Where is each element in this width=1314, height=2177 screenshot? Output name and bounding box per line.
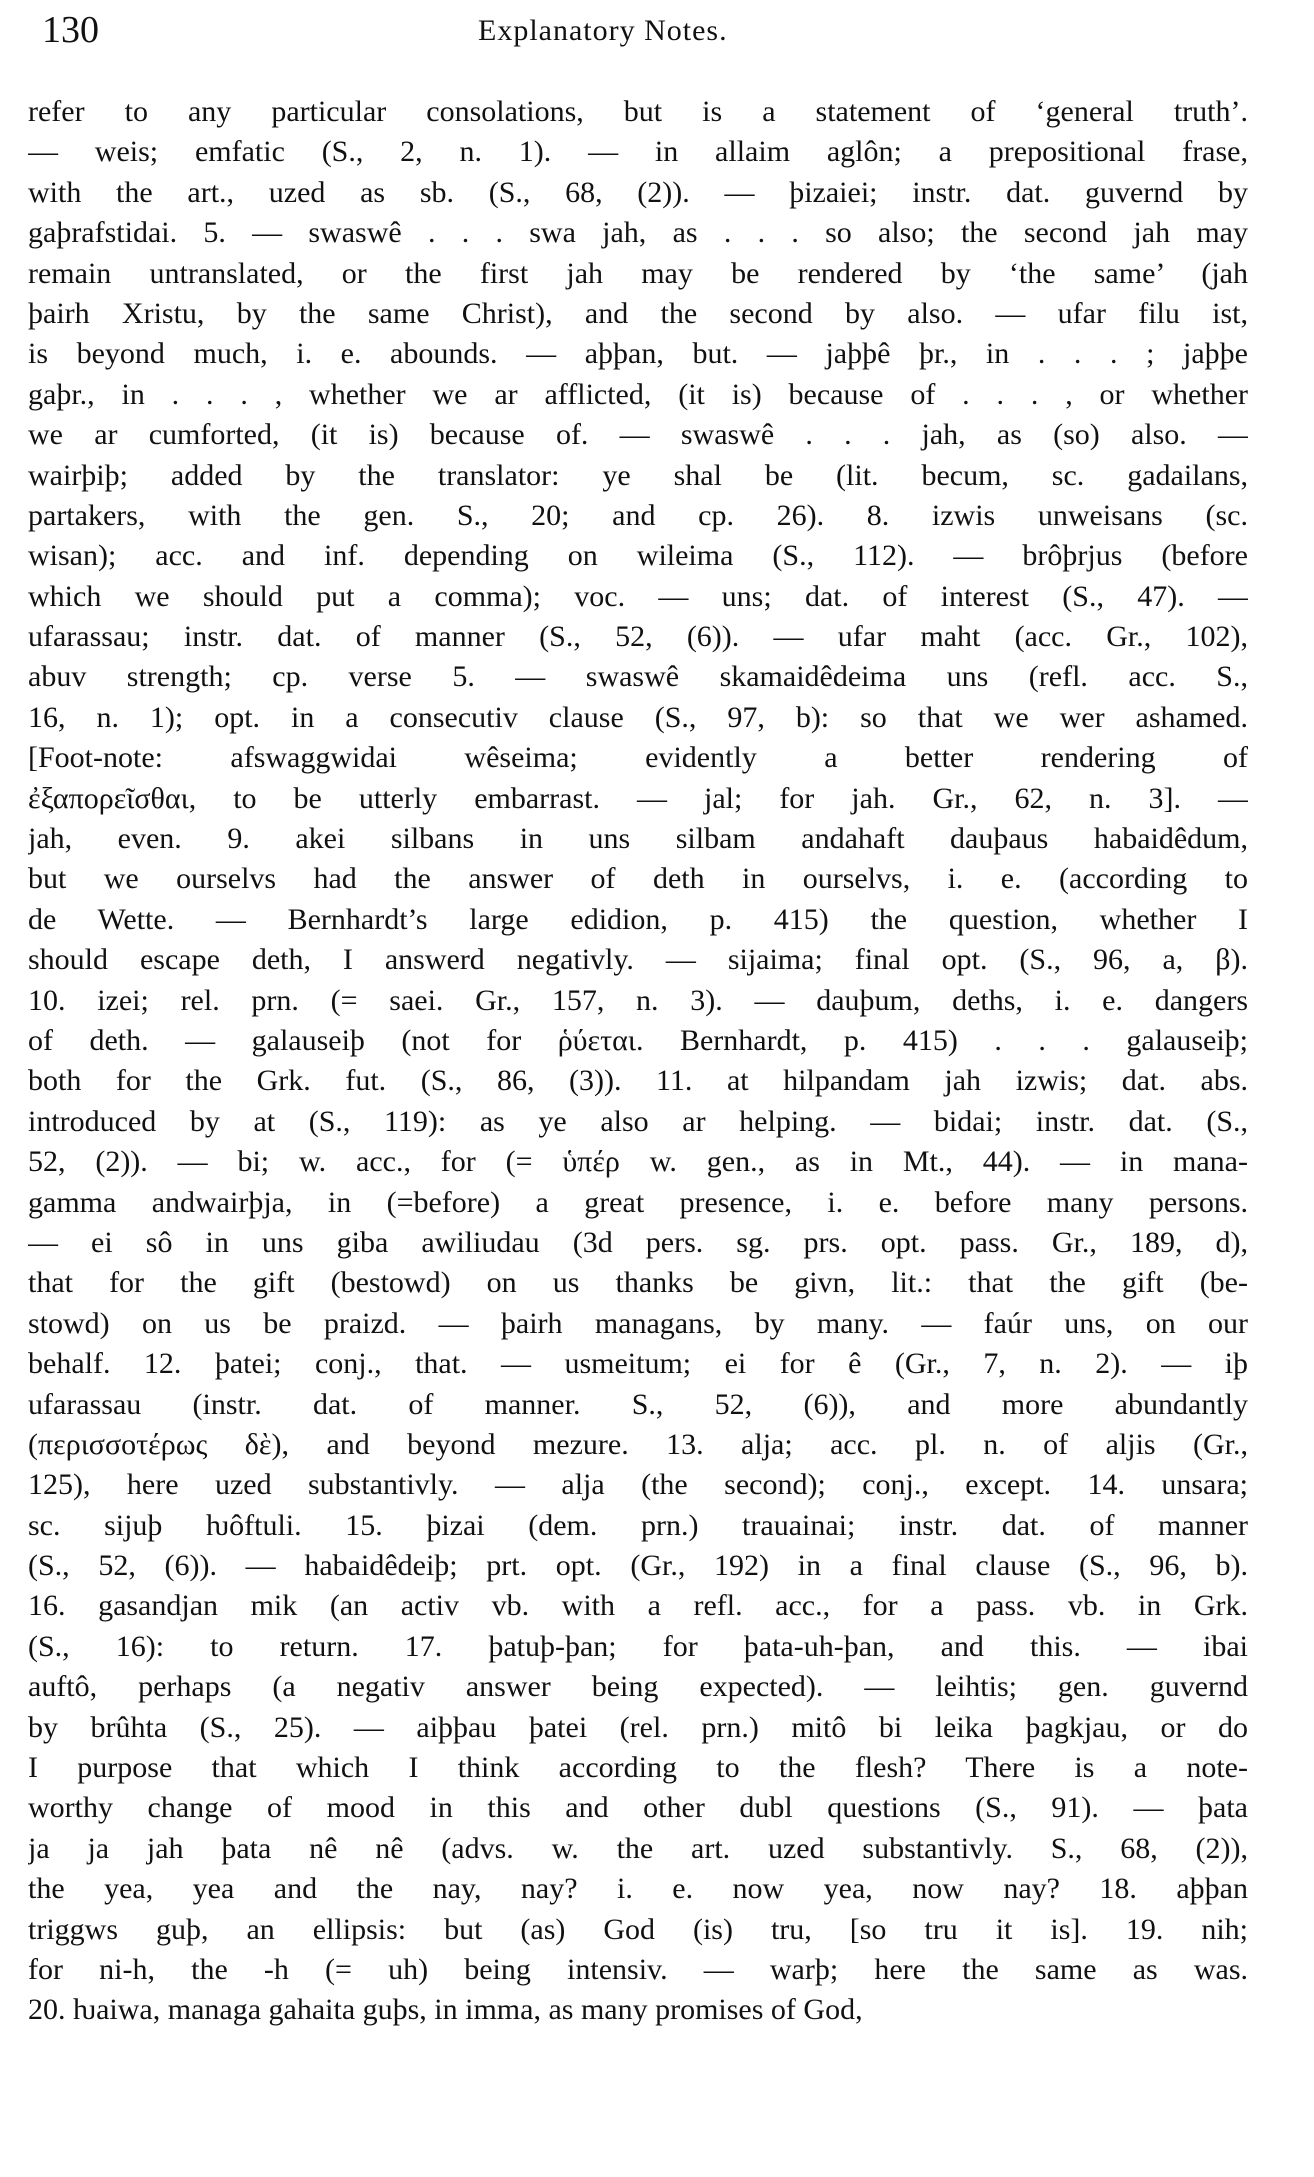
text-line: gaþr., in . . . , whether we ar afflicted, (it is) because of . . . , or whether	[28, 377, 1248, 411]
text-line: triggws guþ, an ellipsis: but (as) God (is) tru, [so tru it is]. 19. nih;	[28, 1912, 1248, 1946]
text-line: is beyond much, i. e. abounds. — aþþan, but. — jaþþê þr., in . . . ; jaþþe	[28, 337, 1248, 371]
text-line: auftô, perhaps (a negativ answer being expected). — leihtis; gen. guvernd	[28, 1670, 1248, 1704]
text-line: jah, even. 9. akei silbans in uns silbam andahaft dauþaus habaidêdum,	[28, 822, 1248, 856]
text-line: both for the Grk. fut. (S., 86, (3)). 11. at hilpandam jah izwis; dat. abs.	[28, 1064, 1248, 1098]
text-line: 16. gasandjan mik (an activ vb. with a refl. acc., for a pass. vb. in Grk.	[28, 1589, 1248, 1623]
text-line: which we should put a comma); voc. — uns; dat. of interest (S., 47). —	[28, 579, 1248, 613]
text-line: ufarassau (instr. dat. of manner. S., 52, (6)), and more abundantly	[28, 1387, 1248, 1421]
notes-body	[28, 92, 1248, 2031]
text-line: gaþrafstidai. 5. — swaswê . . . swa jah, as . . . so also; the second jah may	[28, 216, 1248, 250]
text-line: that for the gift (bestowd) on us thanks be givn, lit.: that the gift (be-	[28, 1266, 1248, 1300]
page-header	[28, 8, 1248, 56]
text-line: [Foot-note: afswaggwidai wêseima; evidently a better rendering of	[28, 741, 1248, 775]
text-line: by brûhta (S., 25). — aiþþau þatei (rel. prn.) mitô bi leika þagkjau, or do	[28, 1710, 1248, 1744]
text-line: sc. sijuþ ƕôftuli. 15. þizai (dem. prn.) trauainai; instr. dat. of manner	[28, 1508, 1248, 1542]
text-line: wairþiþ; added by the translator: ye shal be (lit. becum, sc. gadailans,	[28, 458, 1248, 492]
text-line: we ar cumforted, (it is) because of. — swaswê . . . jah, as (so) also. —	[28, 418, 1248, 452]
text-line: with the art., uzed as sb. (S., 68, (2)). — þizaiei; instr. dat. guvernd by	[28, 175, 1248, 209]
text-line: (περισσοτέρως δὲ), and beyond mezure. 13. alja; acc. pl. n. of aljis (Gr.,	[28, 1427, 1248, 1461]
text-line: for ni-h, the -h (= uh) being intensiv. — warþ; here the same as was.	[28, 1952, 1248, 1986]
text-line: partakers, with the gen. S., 20; and cp. 26). 8. izwis unweisans (sc.	[28, 498, 1248, 532]
text-line: but we ourselvs had the answer of deth in ourselvs, i. e. (according to	[28, 862, 1248, 896]
text-line: of deth. — galauseiþ (not for ῥύεται. Bernhardt, p. 415) . . . galauseiþ;	[28, 1023, 1248, 1057]
text-line: stowd) on us be praizd. — þairh managans, by many. — faúr uns, on our	[28, 1306, 1248, 1340]
text-line: gamma andwairþja, in (=before) a great presence, i. e. before many persons.	[28, 1185, 1248, 1219]
text-line: I purpose that which I think according to the flesh? There is a note-	[28, 1751, 1248, 1785]
text-line: remain untranslated, or the first jah may be rendered by ‘the same’ (jah	[28, 256, 1248, 290]
text-line: refer to any particular consolations, but is a statement of ‘general truth’.	[28, 95, 1248, 128]
text-line: ufarassau; instr. dat. of manner (S., 52, (6)). — ufar maht (acc. Gr., 102),	[28, 620, 1248, 654]
text-line: introduced by at (S., 119): as ye also ar helping. — bidai; instr. dat. (S.,	[28, 1104, 1248, 1138]
text-line: (S., 16): to return. 17. þatuþ-þan; for þata-uh-þan, and this. — ibai	[28, 1629, 1248, 1663]
text-line: 20. ƕaiwa, managa gahaita guþs, in imma, as many promises of God,	[28, 1993, 863, 2027]
text-line: 125), here uzed substantivly. — alja (the second); conj., except. 14. unsara;	[28, 1468, 1248, 1502]
text-line: þairh Xristu, by the same Christ), and the second by also. — ufar filu ist,	[28, 296, 1248, 330]
text-line: the yea, yea and the nay, nay? i. e. now yea, now nay? 18. aþþan	[28, 1872, 1248, 1906]
text-line: wisan); acc. and inf. depending on wileima (S., 112). — brôþrjus (before	[28, 539, 1248, 573]
text-line: behalf. 12. þatei; conj., that. — usmeitum; ei for ê (Gr., 7, n. 2). — iþ	[28, 1347, 1248, 1381]
text-line: abuv strength; cp. verse 5. — swaswê skamaidêdeima uns (refl. acc. S.,	[28, 660, 1248, 694]
text-line: 10. izei; rel. prn. (= saei. Gr., 157, n. 3). — dauþum, deths, i. e. dangers	[28, 983, 1248, 1017]
text-line: ἐξαπορεῖσθαι, to be utterly embarrast. — jal; for jah. Gr., 62, n. 3]. —	[28, 781, 1248, 815]
text-line: 52, (2)). — bi; w. acc., for (= ὑπέρ w. gen., as in Mt., 44). — in mana-	[28, 1145, 1248, 1179]
text-line: worthy change of mood in this and other dubl questions (S., 91). — þata	[28, 1791, 1248, 1825]
text-line: should escape deth, I answerd negativly. — sijaima; final opt. (S., 96, a, β).	[28, 943, 1248, 977]
page-number: 130	[42, 9, 99, 51]
text-line: ja ja jah þata nê nê (advs. w. the art. uzed substantivly. S., 68, (2)),	[28, 1831, 1248, 1865]
text-line: de Wette. — Bernhardt’s large edidion, p. 415) the question, whether I	[28, 902, 1248, 936]
text-line: — weis; emfatic (S., 2, n. 1). — in allaim aglôn; a prepositional frase,	[28, 135, 1248, 169]
text-line: 16, n. 1); opt. in a consecutiv clause (S., 97, b): so that we wer ashamed.	[28, 700, 1248, 734]
text-line: — ei sô in uns giba awiliudau (3d pers. sg. prs. opt. pass. Gr., 189, d),	[28, 1225, 1248, 1259]
text-line: (S., 52, (6)). — habaidêdeiþ; prt. opt. (Gr., 192) in a final clause (S., 96, b).	[28, 1549, 1248, 1583]
running-title: Explanatory Notes.	[478, 14, 728, 47]
